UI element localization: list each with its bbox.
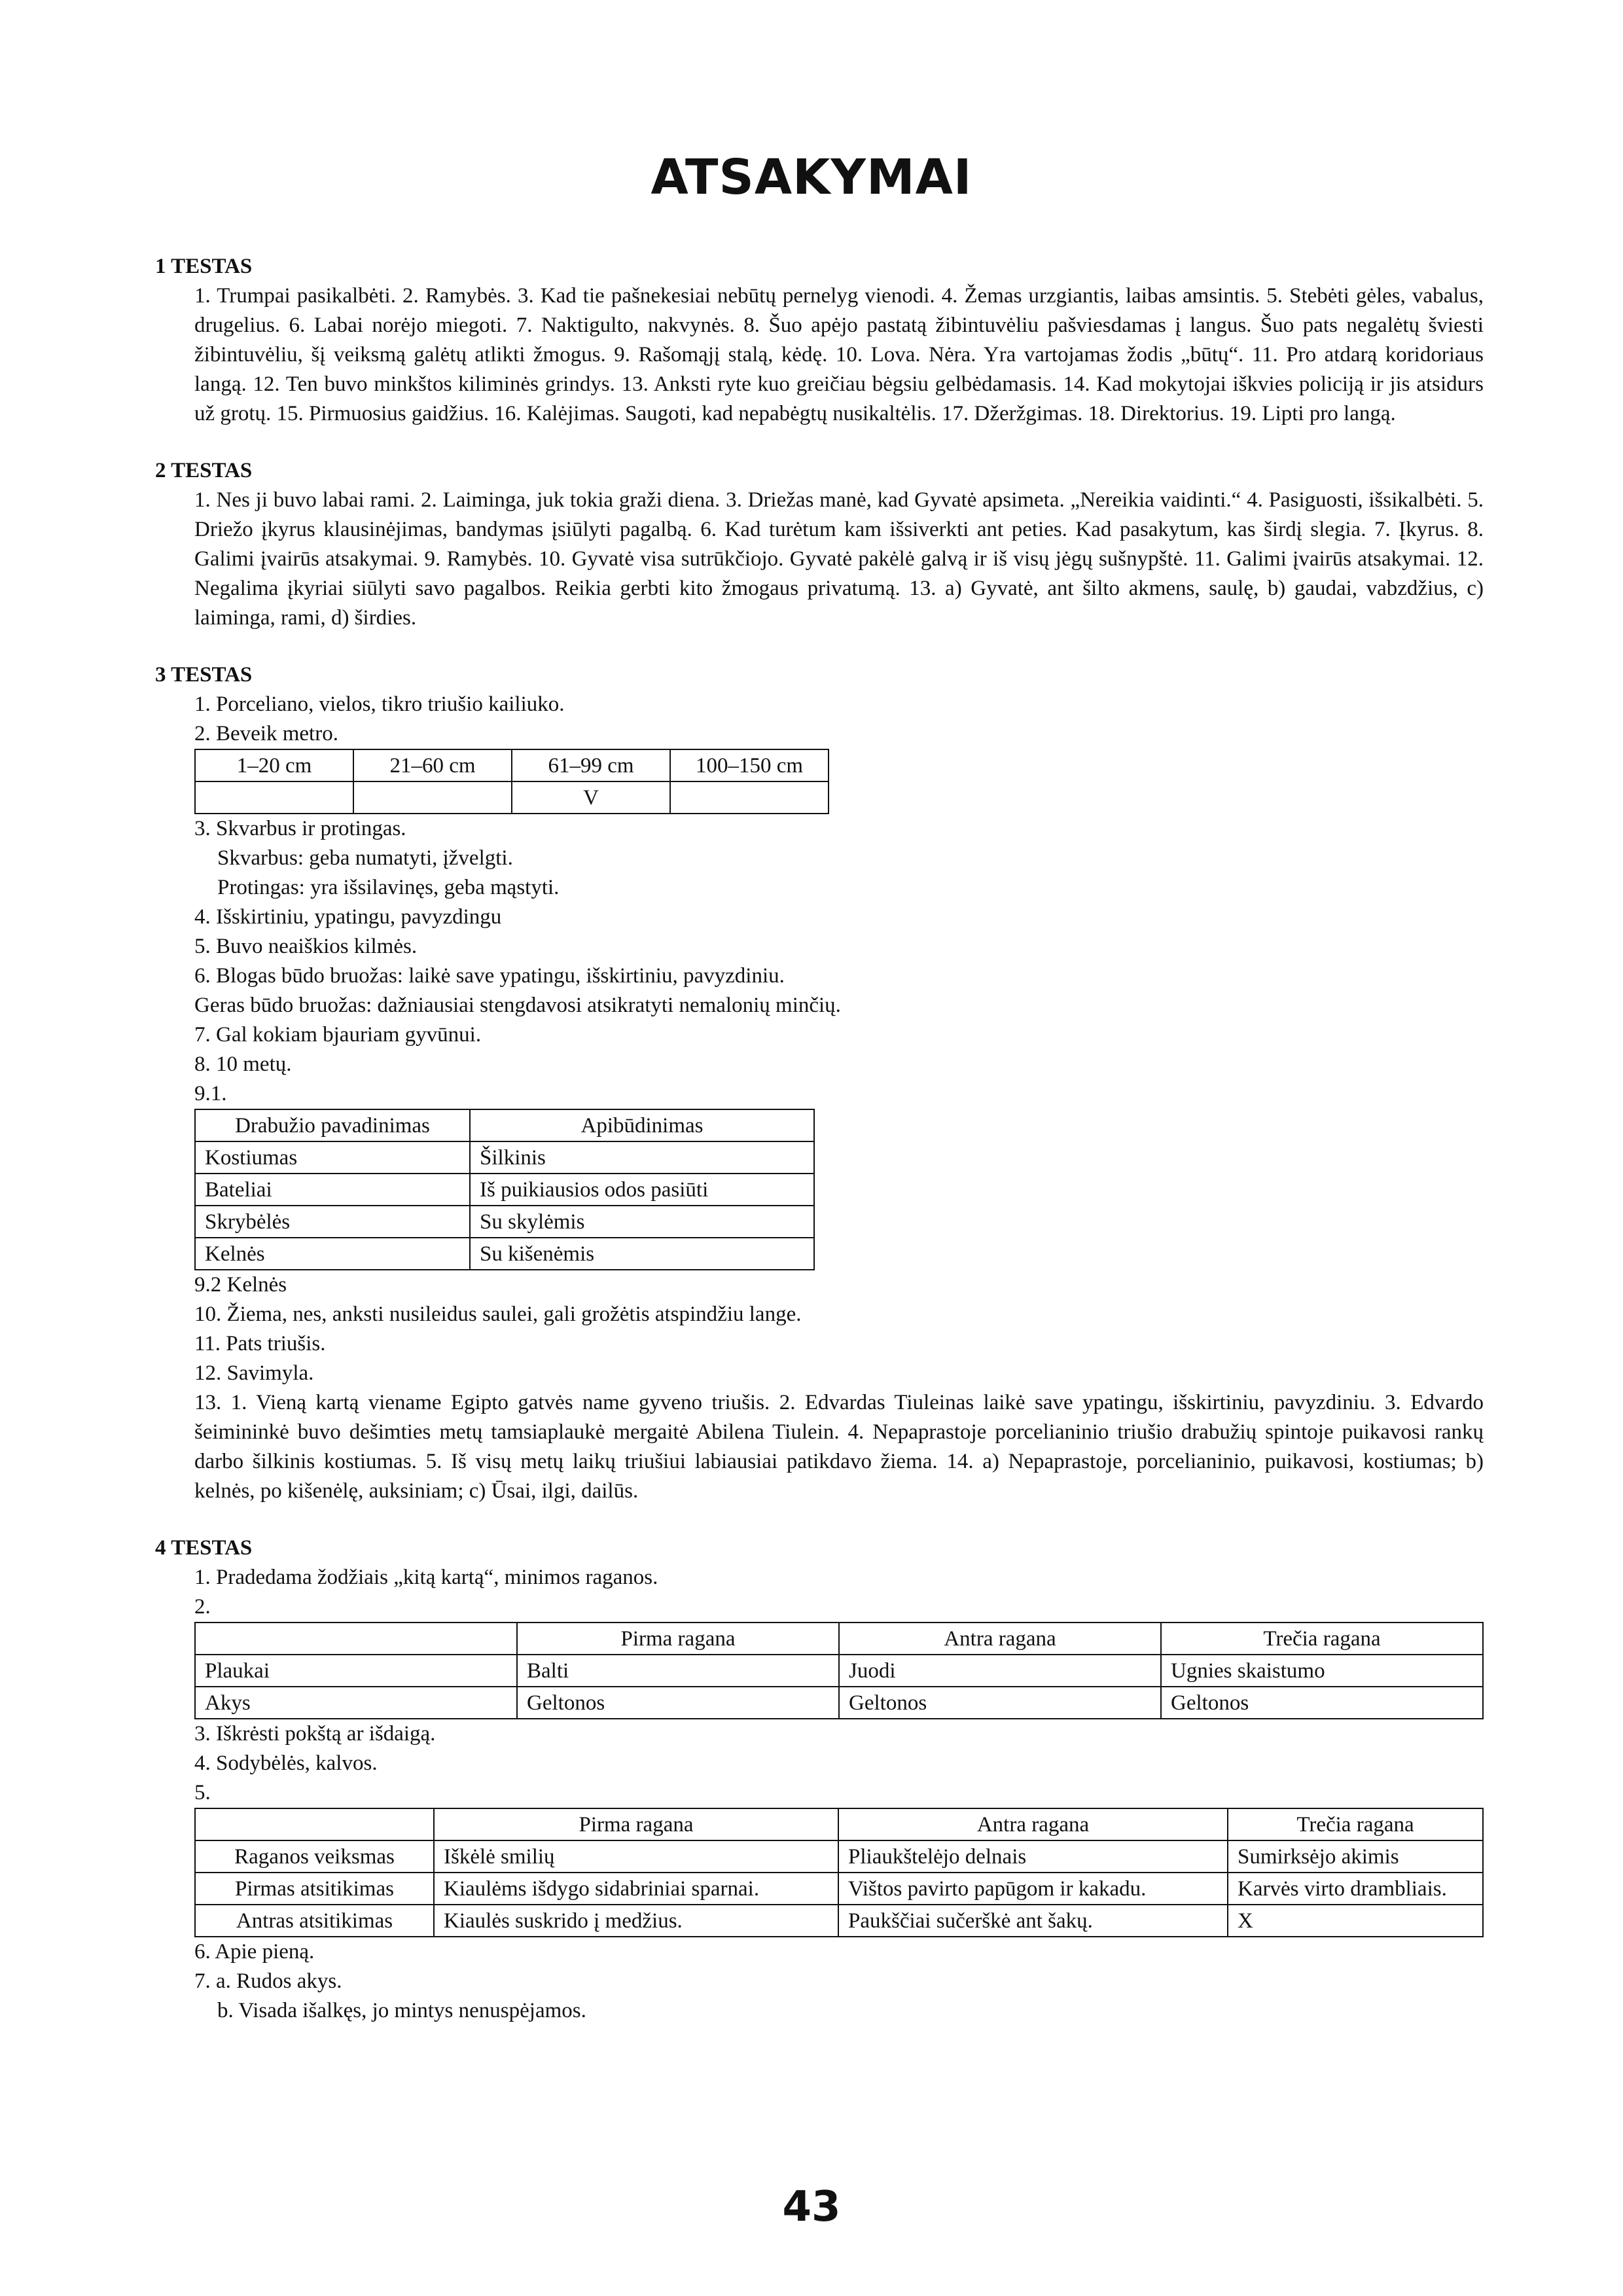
table-cell: Juodi [839,1655,1161,1687]
table-header: Pirma ragana [517,1623,839,1655]
table-cell: 61–99 cm [512,749,670,781]
test-4-answer-4: 4. Sodybėlės, kalvos. [194,1751,378,1775]
table-cell: Geltonos [517,1687,839,1719]
table-row [195,1141,814,1174]
table-cell: 21–60 cm [353,749,512,781]
witch-appearance-table [194,1622,1484,1719]
table-row [195,1905,1483,1937]
table-cell: Iš puikiausios odos pasiūti [470,1174,814,1206]
table-row [195,749,829,781]
table-cell: Kiaulėms išdygo sidabriniai sparnai. [434,1873,838,1905]
table-header [195,1808,434,1840]
table-cell: Geltonos [1161,1687,1483,1719]
test-4-answer-2-label: 2. [194,1595,211,1619]
test-4-answer-3: 3. Iškrėsti pokštą ar išdaigą. [194,1722,436,1746]
test-1-section [155,252,1484,429]
test-2-heading: 2 TESTAS [155,459,253,482]
table-cell: X [1228,1905,1483,1937]
test-4-answer-7b: b. Visada išalkęs, jo mintys nenuspėjamos. [217,1999,586,2022]
test-4-answer-7a: 7. a. Rudos akys. [194,1969,342,1993]
table-cell: 100–150 cm [670,749,829,781]
answers-content [155,252,1484,2053]
table-header: Apibūdinimas [470,1109,814,1141]
table-cell: Iškėlė smilių [434,1840,838,1873]
test-3-answer-8: 8. 10 metų. [194,1052,292,1076]
test-3-answer-5: 5. Buvo neaiškios kilmės. [194,935,418,958]
table-cell: Šilkinis [470,1141,814,1174]
test-3-answer-13: 13. 1. Vieną kartą viename Egipto gatvės name gyveno triušis. 2. Edvardas Tiuleinas laikė save ypatingu, išskirtiniu, pavyzdiniu. 3. Edvardo šeimininkė buvo dešimties metų tamsiaplaukė mergaitė Abilena Tiulein. 4. Nepaprastoje porcelianinio triušio drabužių spintoje puikavosi rankų darbo šilkinis kostiumas. 5. Iš visų metų laikų triušiui labiausiai patikdavo žiema. 14. a) Nepaprastoje, porcelianinio, puikavosi, kostiumas; b) kelnės, po kišenėlę, auksiniam; c) Ūsai, ilgi, dailūs. [194,1391,1484,1503]
table-cell: Antras atsitikimas [195,1905,434,1937]
test-3-answer-6b: Geras būdo bruožas: dažniausiai stengdavosi atsikratyti nemalonių minčių. [194,994,841,1017]
table-cell [670,781,829,814]
table-cell: Pirmas atsitikimas [195,1873,434,1905]
table-header [195,1623,517,1655]
test-3-answer-9-1-label: 9.1. [194,1082,227,1105]
test-1-answers: 1. Trumpai pasikalbėti. 2. Ramybės. 3. Kad tie pašnekesiai nebūtų pernelyg vienodi. 4. Žemas urzgiantis, laibas amsintis. 5. Stebėti gėles, vabalus, drugelius. 6. Labai norėjo miegoti. 7. Naktigulto, nakvynės. 8. Šuo apėjo pastatą žibintuvėliu pašviesdamas į langus. Šuo pats negalėtų šviesti žibintuvėliu, šį veiksmą galėtų atlikti žmogus. 9. Rašomąjį stalą, kėdę. 10. Lova. Nėra. Yra vartojamas žodis „būtų“. 11. Pro atdarą koridoriaus langą. 12. Ten buvo minkštos kiliminės grindys. 13. Anksti ryte kuo greičiau bėgsiu gelbėdamasis. 14. Kad mokytojai iškvies policiją ir jis atsidurs už grotų. 15. Pirmuosius gaidžius. 16. Kalėjimas. Saugoti, kad nepabėgtų nusikaltėlis. 17. Džeržgimas. 18. Direktorius. 19. Lipti pro langą. [194,284,1484,425]
table-row [195,781,829,814]
table-cell: Su kišenėmis [470,1238,814,1270]
table-row [195,1174,814,1206]
table-cell: Kiaulės suskrido į medžius. [434,1905,838,1937]
table-row [195,1238,814,1270]
test-4-answer-6: 6. Apie pieną. [194,1940,315,1964]
witch-actions-table [194,1808,1484,1937]
table-cell: Akys [195,1687,517,1719]
test-3-answer-1: 1. Porceliano, vielos, tikro triušio kailiuko. [194,692,565,716]
table-cell: Sumirksėjo akimis [1228,1840,1483,1873]
clothes-table [194,1109,815,1270]
table-cell: Skrybėlės [195,1206,470,1238]
table-row [195,1206,814,1238]
table-cell: Vištos pavirto papūgom ir kakadu. [838,1873,1228,1905]
table-row [195,1655,1483,1687]
table-header: Trečia ragana [1228,1808,1483,1840]
table-header: Antra ragana [838,1808,1228,1840]
test-2-answers: 1. Nes ji buvo labai rami. 2. Laiminga, juk tokia graži diena. 3. Driežas manė, kad Gyvatė apsimeta. „Nereikia vaidinti.“ 4. Pasiguosti, išsikalbėti. 5. Driežo įkyrus klausinėjimas, bandymas įsiūlyti pagalbą. 6. Kad turėtum kam išsiverkti ant peties. Kad pasakytum, kas širdį slegia. 7. Įkyrus. 8. Galimi įvairūs atsakymai. 9. Ramybės. 10. Gyvatė visa sutrūkčiojo. Gyvatė pakėlė galvą ir iš visų jėgų sušnypštė. 11. Galimi įvairūs atsakymai. 12. Negalima įkyriai siūlyti savo pagalbos. Reikia gerbti kito žmogaus privatumą. 13. a) Gyvatė, ant šilto akmens, saulę, b) gaudai, vabzdžius, c) laiminga, rami, d) širdies. [194,488,1484,630]
test-3-answer-3b: Protingas: yra išsilavinęs, geba mąstyti. [217,876,560,899]
test-4-answer-1: 1. Pradedama žodžiais „kitą kartą“, minimos raganos. [194,1566,658,1589]
table-cell: Ugnies skaistumo [1161,1655,1483,1687]
table-row [195,1840,1483,1873]
table-cell: Raganos veiksmas [195,1840,434,1873]
test-3-answer-3: 3. Skvarbus ir protingas. [194,817,406,840]
table-cell: Plaukai [195,1655,517,1687]
table-header: Trečia ragana [1161,1623,1483,1655]
page-title: ATSAKYMAI [651,149,972,206]
test-4-section [155,1534,1484,2026]
test-3-answer-3a: Skvarbus: geba numatyti, įžvelgti. [217,846,513,870]
table-row [195,1687,1483,1719]
table-cell: Balti [517,1655,839,1687]
test-3-answer-11: 11. Pats triušis. [194,1332,326,1355]
table-cell [195,781,353,814]
test-3-answer-10: 10. Žiema, nes, anksti nusileidus saulei, gali grožėtis atspindžiu lange. [194,1302,802,1326]
table-header-row [195,1623,1483,1655]
test-3-heading: 3 TESTAS [155,663,253,687]
size-table [194,749,829,814]
page-number: 43 [782,2183,841,2231]
table-header-row [195,1109,814,1141]
table-cell: 1–20 cm [195,749,353,781]
table-cell: Kelnės [195,1238,470,1270]
table-header: Antra ragana [839,1623,1161,1655]
table-cell [353,781,512,814]
test-3-answer-9-2: 9.2 Kelnės [194,1273,287,1297]
test-4-answer-5-label: 5. [194,1781,211,1804]
table-cell: Paukščiai sučerškė ant šakų. [838,1905,1228,1937]
test-3-answer-2: 2. Beveik metro. [194,722,338,745]
table-header-row [195,1808,1483,1840]
test-3-answer-7: 7. Gal kokiam bjauriam gyvūnui. [194,1023,482,1047]
table-cell: Karvės virto drambliais. [1228,1873,1483,1905]
test-3-answer-4: 4. Išskirtiniu, ypatingu, pavyzdingu [194,905,502,929]
table-cell: Su skylėmis [470,1206,814,1238]
test-2-section [155,456,1484,633]
test-3-answer-12: 12. Savimyla. [194,1361,314,1385]
table-cell: V [512,781,670,814]
test-4-heading: 4 TESTAS [155,1536,253,1560]
table-cell: Bateliai [195,1174,470,1206]
table-cell: Pliaukštelėjo delnais [838,1840,1228,1873]
test-3-answer-6: 6. Blogas būdo bruožas: laikė save ypatingu, išskirtiniu, pavyzdiniu. [194,964,785,988]
table-cell: Geltonos [839,1687,1161,1719]
table-header: Pirma ragana [434,1808,838,1840]
table-cell: Kostiumas [195,1141,470,1174]
test-1-heading: 1 TESTAS [155,255,253,278]
table-header: Drabužio pavadinimas [195,1109,470,1141]
test-3-section [155,660,1484,1506]
table-row [195,1873,1483,1905]
